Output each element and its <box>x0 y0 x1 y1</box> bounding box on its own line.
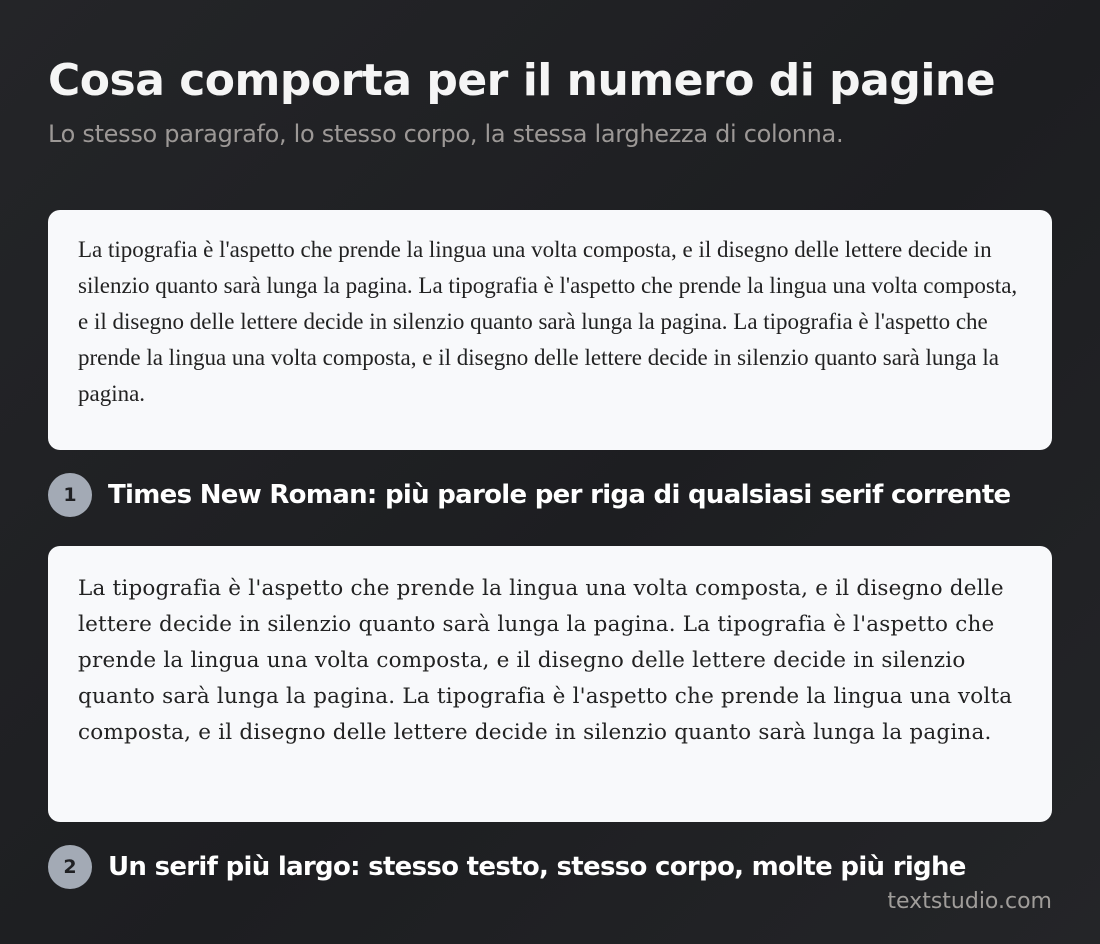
site-watermark: textstudio.com <box>887 889 1052 914</box>
number-badge-1: 1 <box>48 473 92 517</box>
sample-card-times <box>48 210 1052 450</box>
sample-card-wide-serif <box>48 546 1052 822</box>
caption-text-times: Times New Roman: più parole per riga di qualsiasi serif corrente <box>108 480 1011 510</box>
caption-text-wide-serif: Un serif più largo: stesso testo, stesso corpo, molte più righe <box>108 852 966 882</box>
caption-wide-serif <box>48 845 966 889</box>
sample-paragraph-wide-serif: La tipografia è l'aspetto che prende la lingua una volta composta, e il disegno delle lettere decide in silenzio quanto sarà lunga la pagina. La tipografia è l'aspetto che prende la lingua una volta composta, e il disegno delle lettere decide in silenzio quanto sarà lunga la pagina. La tipografia è l'aspetto che prende la lingua una volta composta, e il disegno delle lettere decide in silenzio quanto sarà lunga la pagina. <box>78 576 1013 745</box>
caption-times <box>48 473 1011 517</box>
number-badge-2: 2 <box>48 845 92 889</box>
sample-paragraph-times: La tipografia è l'aspetto che prende la lingua una volta composta, e il disegno delle lettere decide in silenzio quanto sarà lunga la pagina. La tipografia è l'aspetto che prende la lingua una volta composta, e il disegno delle lettere decide in silenzio quanto sarà lunga la pagina. La tipografia è l'aspetto che prende la lingua una volta composta, e il disegno delle lettere decide in silenzio quanto sarà lunga la pagina. <box>78 237 1018 406</box>
page-title: Cosa comporta per il numero di pagine <box>48 55 996 106</box>
page-subtitle: Lo stesso paragrafo, lo stesso corpo, la stessa larghezza di colonna. <box>48 120 844 148</box>
